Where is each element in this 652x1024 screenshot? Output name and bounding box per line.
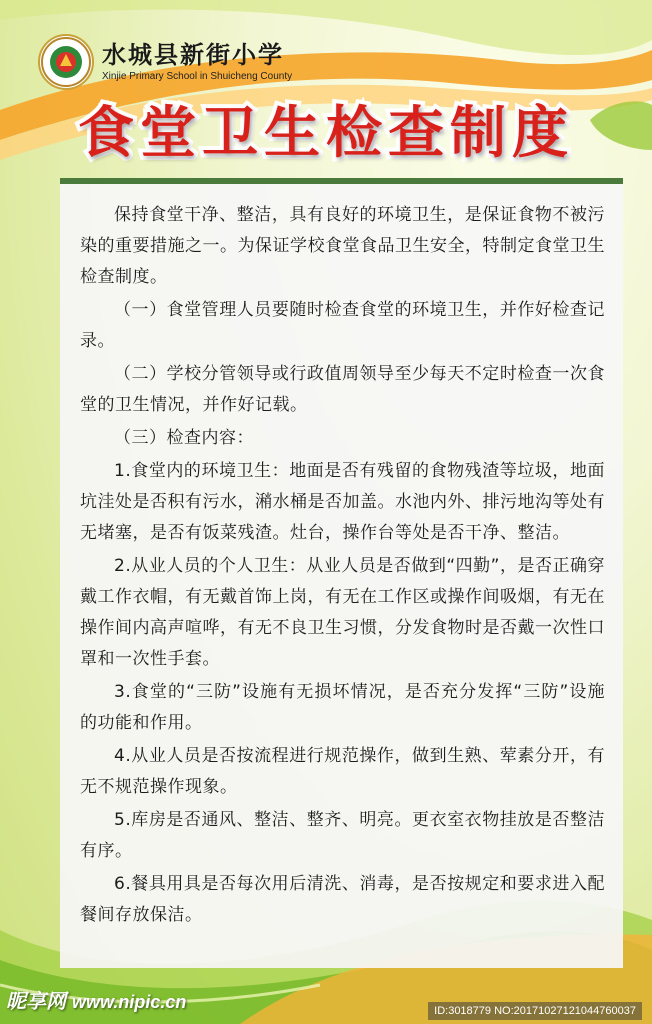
school-name-en: Xinjie Primary School in Shuicheng County	[102, 70, 293, 82]
paragraph-check-3: 3.食堂的“三防”设施有无损坏情况，是否充分发挥“三防”设施的功能和作用。	[80, 682, 605, 733]
watermark-brand-name: 昵享网	[6, 989, 66, 1013]
watermark-id: ID:3018779 NO:20171027121044760037	[428, 1002, 642, 1020]
paragraph-check-6: 6.餐具用具是否每次用后清洗、消毒，是否按规定和要求进入配餐间存放保洁。	[80, 874, 605, 925]
page-title: 食堂卫生检查制度	[78, 101, 574, 166]
watermark-brand	[6, 985, 186, 1014]
paragraph-check-1: 1.食堂内的环境卫生：地面是否有残留的食物残渣等垃圾，地面坑洼处是否积有污水，潲水桶是否加盖。水池内外、排污地沟等处有无堵塞，是否有饭菜残渣。灶台，操作台等处是否干净、整洁。	[80, 461, 605, 543]
paragraph-item-1: （一）食堂管理人员要随时检查食堂的环境卫生，并作好检查记录。	[80, 300, 605, 351]
paragraph-check-5: 5.库房是否通风、整洁、整齐、明亮。更衣室衣物挂放是否整洁有序。	[80, 810, 605, 861]
paragraph-item-3: （三）检查内容：	[114, 428, 254, 448]
paragraph-intro: 保持食堂干净、整洁，具有良好的环境卫生，是保证食物不被污染的重要措施之一。为保证学校食堂食品卫生安全，特制定食堂卫生检查制度。	[80, 205, 605, 287]
school-name-cn: 水城县新街小学	[102, 40, 284, 69]
paragraph-check-2: 2.从业人员的个人卫生：从业人员是否做到“四勤”，是否正确穿戴工作衣帽，有无戴首饰上岗，有无在工作区或操作间吸烟，有无在操作间内高声喧哗，有无不良卫生习惯，分发食物时是否戴一次性口罩和一次性手套。	[80, 556, 605, 669]
school-emblem-icon	[38, 34, 94, 90]
school-header	[38, 32, 292, 92]
watermark-url: www.nipic.cn	[72, 992, 187, 1012]
regulation-text	[80, 200, 605, 933]
paragraph-item-2: （二）学校分管领导或行政值周领导至少每天不定时检查一次食堂的卫生情况，并作好记载。	[80, 364, 605, 415]
paragraph-check-4: 4.从业人员是否按流程进行规范操作，做到生熟、荤素分开，有无不规范操作现象。	[80, 746, 605, 797]
school-names	[102, 41, 292, 84]
